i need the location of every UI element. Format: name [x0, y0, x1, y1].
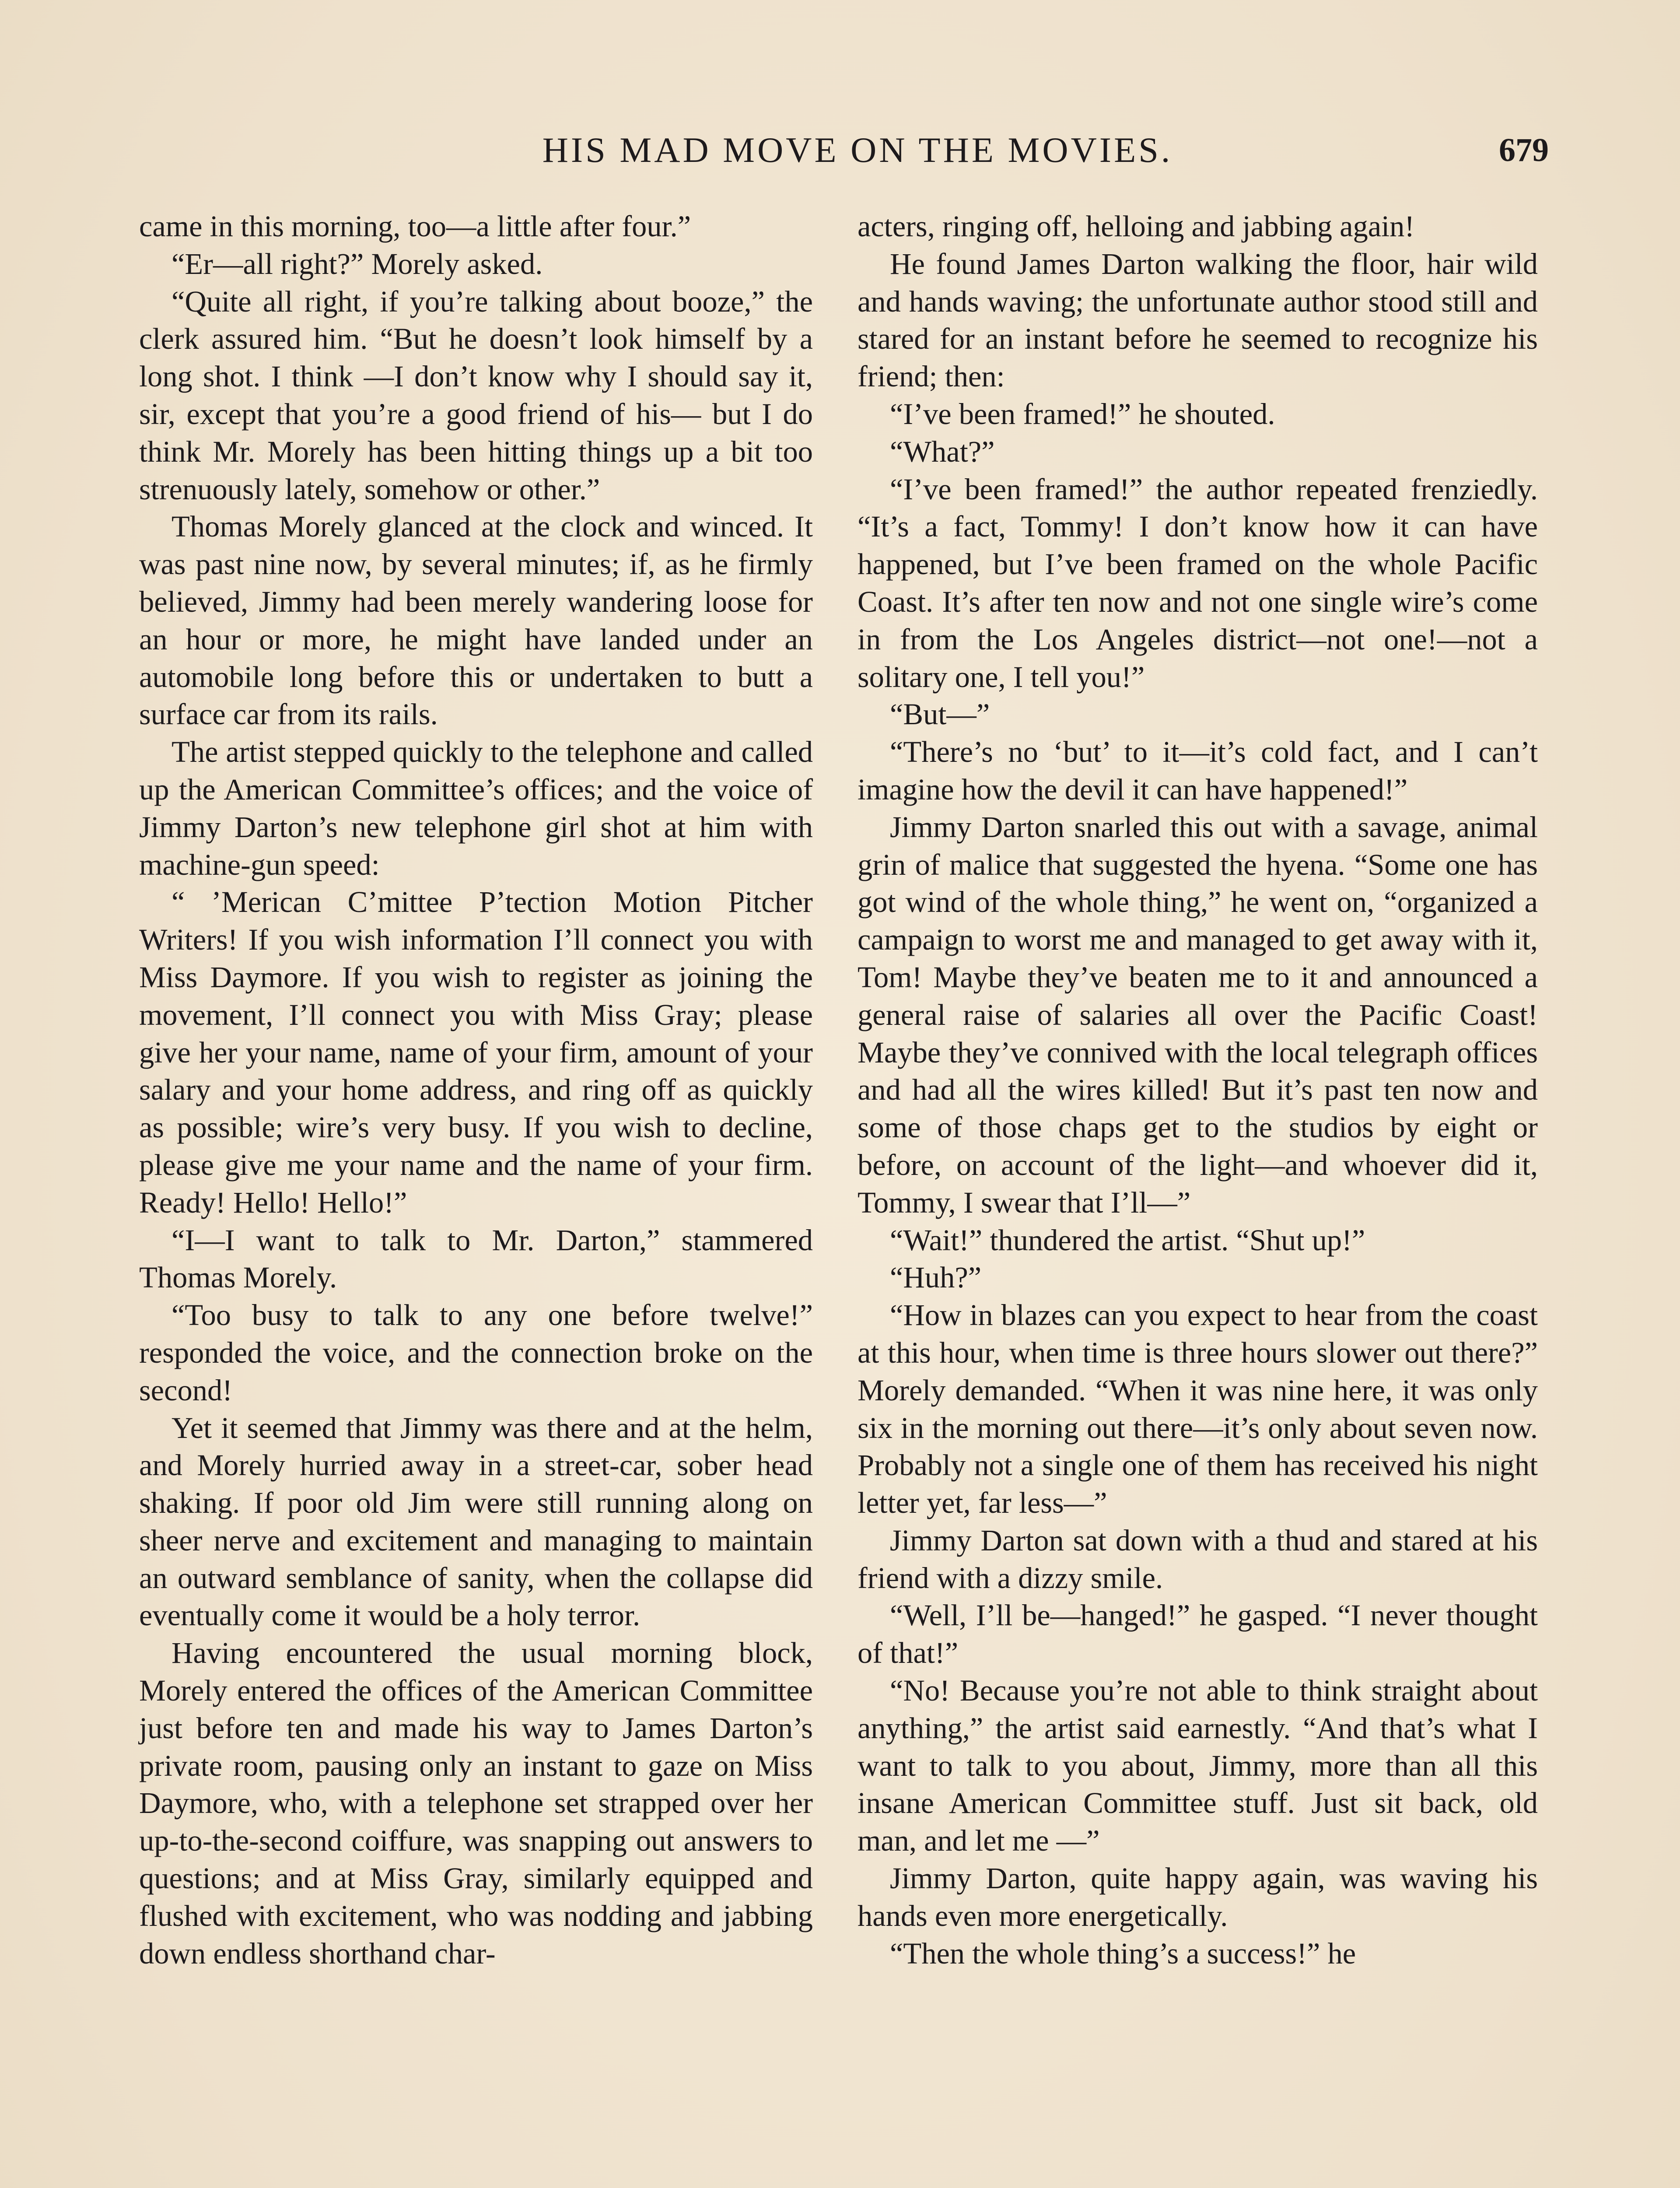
right-column — [858, 208, 1538, 1972]
paragraph: “What?” — [890, 435, 995, 468]
paragraph: “Well, I’ll be—hanged!” he gasped. “I never thought of that!” — [858, 1599, 1538, 1670]
paragraph: “Wait!” thundered the artist. “Shut up!” — [890, 1223, 1365, 1257]
paragraph: The artist stepped quickly to the telephone and called up the American Committee’s offices; and the voice of Jimmy Darton’s new telephone girl shot at him with machine-gun speed: — [139, 735, 813, 881]
paragraph: “How in blazes can you expect to hear from the coast at this hour, when time is three hours slower out there?” Morely demanded. “When it was nine here, it was only six in the morning out there—it’s only about seven now. Probably not a single one of them has received his night letter yet, far less—” — [858, 1298, 1538, 1520]
paragraph: Jimmy Darton sat down with a thud and stared at his friend with a dizzy smile. — [858, 1523, 1538, 1595]
paragraph: He found James Darton walking the floor, hair wild and hands waving; the unfortunate author stood still and stared for an instant before he seemed to recognize his friend; then: — [858, 247, 1538, 393]
paragraph: “No! Because you’re not able to think straight about anything,” the artist said earnestly. “And that’s what I want to talk to you about, Jimmy, more than all this insane American Committee stuff. Just sit back, old man, and let me —” — [858, 1674, 1538, 1858]
paragraph: “Er—all right?” Morely asked. — [172, 247, 543, 281]
paragraph: Thomas Morely glanced at the clock and winced. It was past nine now, by several minutes; if, as he firmly believed, Jimmy had been merely wandering loose for an hour or more, he might have landed under an automobile long before this or undertaken to butt a surface car from its rails. — [139, 510, 813, 731]
paragraph: came in this morning, too—a little after four.” — [139, 210, 691, 243]
left-column — [139, 208, 813, 1972]
paragraph: Jimmy Darton, quite happy again, was waving his hands even more energetically. — [858, 1862, 1538, 1932]
paragraph: “Too busy to talk to any one before twelve!” responded the voice, and the connection broke on the second! — [139, 1298, 813, 1407]
running-head: HIS MAD MOVE ON THE MOVIES. — [542, 130, 1173, 170]
paragraph: “ ’Merican C’mittee P’tection Motion Pitcher Writers! If you wish information I’ll connect you with Miss Daymore. If you wish to register as joining the movement, I’ll connect you with Miss Gray; please give her your name, name of your firm, amount of your salary and your home address, and ring off as quickly as possible; wire’s very busy. If you wish to decline, please give me your name and the name of your firm. Ready! Hello! Hello!” — [139, 885, 813, 1219]
paragraph: “I’ve been framed!” the author repeated frenziedly. “It’s a fact, Tommy! I don’t know how it can have happened, but I’ve been framed on the whole Pacific Coast. It’s after ten now and not one single wire’s come in from the Los Angeles district—not one!—not a solitary one, I tell you!” — [858, 472, 1538, 694]
paragraph: acters, ringing off, helloing and jabbing again! — [858, 210, 1415, 243]
paragraph: “Quite all right, if you’re talking about booze,” the clerk assured him. “But he doesn’t look himself by a long shot. I think —I don’t know why I should say it, sir, except that you’re a good friend of his— but I do think Mr. Morely has been hitting things up a bit too strenuously lately, somehow or other.” — [139, 284, 813, 506]
paragraph: Jimmy Darton snarled this out with a savage, animal grin of malice that suggested the hyena. “Some one has got wind of the whole thing,” he went on, “organized a campaign to worst me and managed to get away with it, Tom! Maybe they’ve beaten me to it and announced a general raise of salaries all over the Pacific Coast! Maybe they’ve connived with the local telegraph offices and had all the wires killed! But it’s past ten now and some of those chaps get to the studios by eight or before, on account of the light—and whoever did it, Tommy, I swear that I’ll—” — [858, 810, 1538, 1219]
paragraph: “Huh?” — [890, 1261, 982, 1294]
paragraph: “Then the whole thing’s a success!” he — [890, 1936, 1356, 1970]
paragraph: Yet it seemed that Jimmy was there and at the helm, and Morely hurried away in a street-car, sober head shaking. If poor old Jim were still running along on sheer nerve and excitement and managing to maintain an outward semblance of sanity, when the collapse did eventually come it would be a holy terror. — [139, 1411, 813, 1632]
paragraph: Having encountered the usual morning block, Morely entered the offices of the American Committee just before ten and made his way to James Darton’s private room, pausing only an instant to gaze on Miss Daymore, who, with a telephone set strapped over her up-to-the-second coiffure, was snapping out answers to questions; and at Miss Gray, similarly equipped and flushed with excitement, who was nodding and jabbing down endless shorthand char- — [139, 1636, 813, 1970]
paragraph: “But—” — [890, 698, 990, 731]
paragraph: “I’ve been framed!” he shouted. — [890, 397, 1275, 431]
paragraph: “There’s no ‘but’ to it—it’s cold fact, and I can’t imagine how the devil it can have happened!” — [858, 735, 1538, 806]
paragraph: “I—I want to talk to Mr. Darton,” stammered Thomas Morely. — [139, 1223, 813, 1294]
page-number: 679 — [1499, 132, 1549, 168]
